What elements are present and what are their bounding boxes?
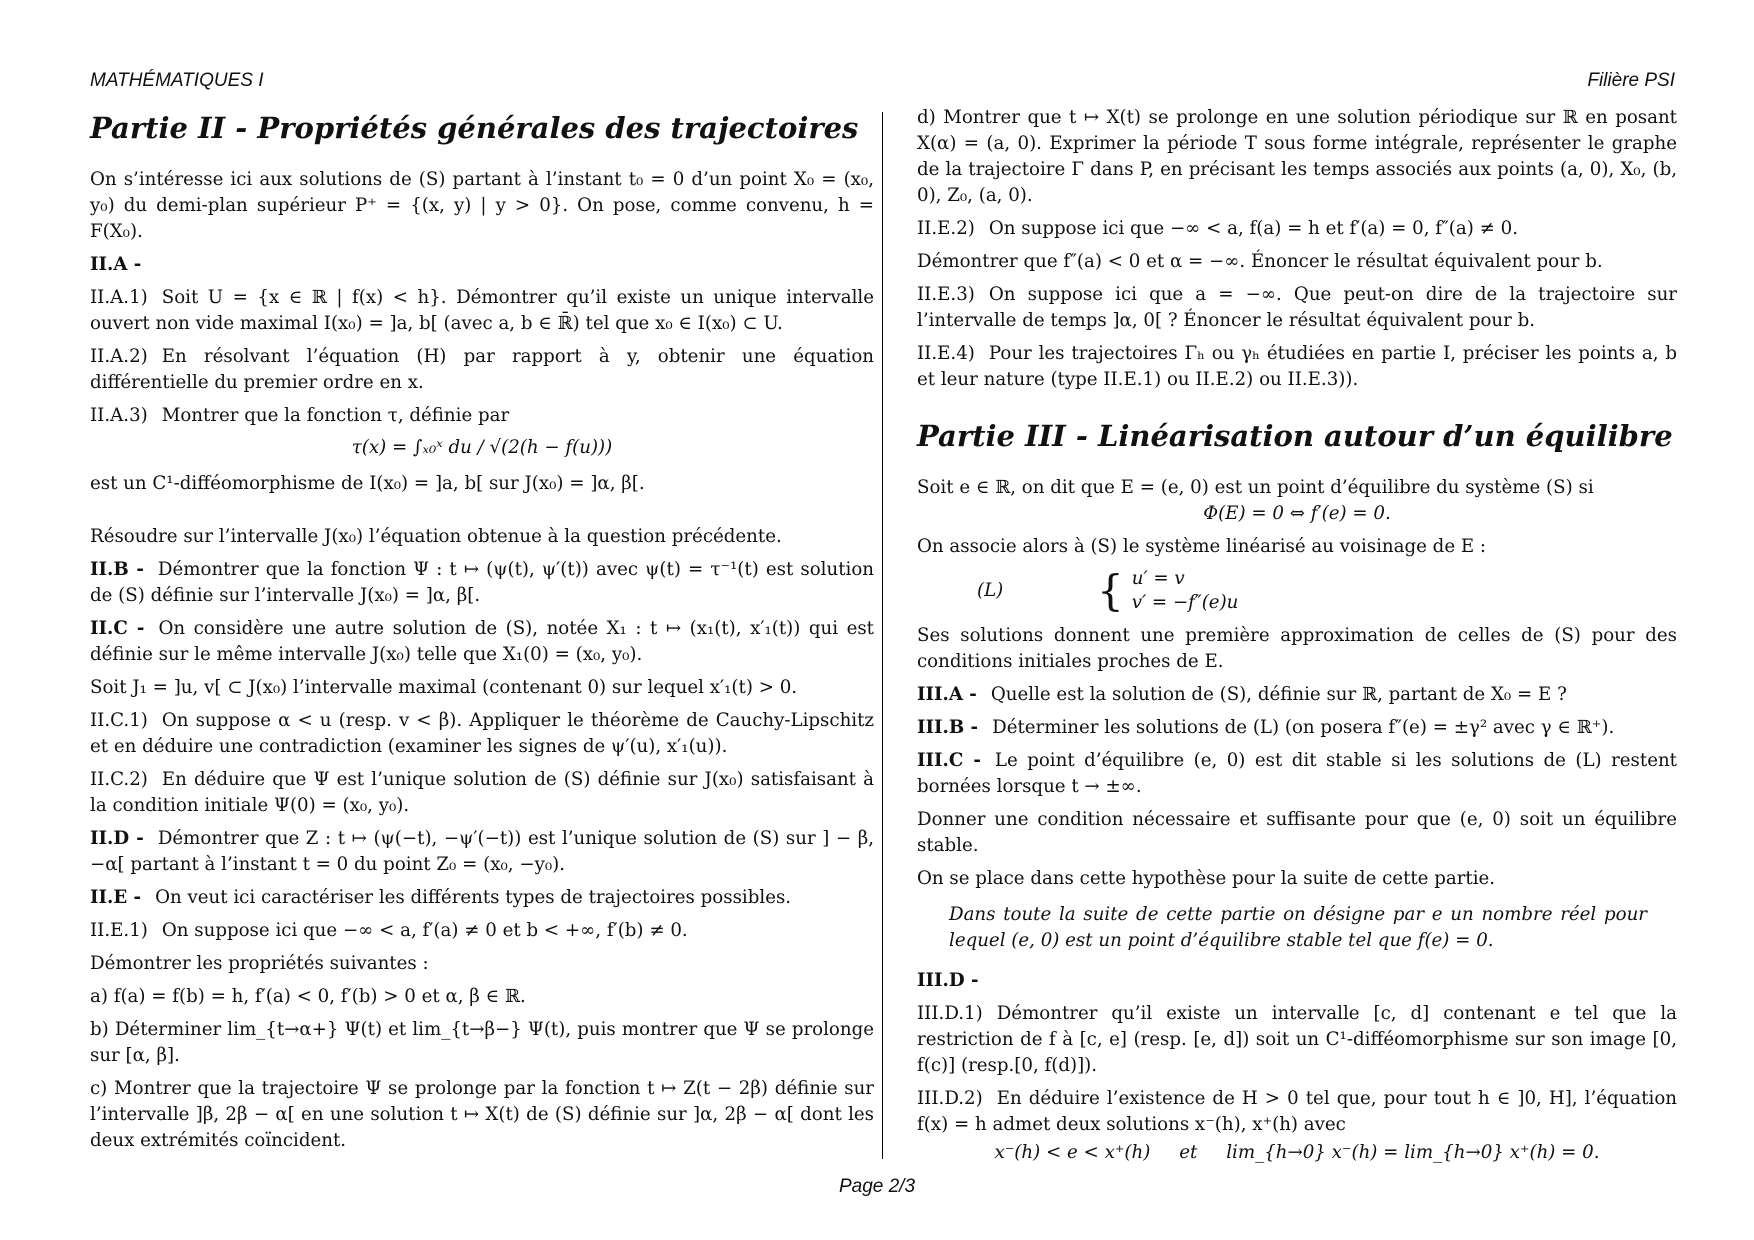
question-iia3: II.A.3) Montrer que la fonction τ, définie par <box>90 405 510 426</box>
section-iic-text2: Soit J₁ = ]u, v[ ⊂ J(x₀) l’intervalle maximal (contenant 0) sur lequel x′₁(t) > 0. <box>90 677 798 698</box>
question-iie1-a: a) f(a) = f(b) = h, f′(a) < 0, f′(b) > 0 et α, β ∈ ℝ. <box>90 986 526 1007</box>
section-iib: II.B - Démontrer que la fonction Ψ : t ↦ (ψ(t), ψ′(t)) avec ψ(t) = τ⁻¹(t) est solution de (S) définie sur l’intervalle J(x₀) = ]α, β[. <box>90 559 874 606</box>
system-brace: { <box>1097 566 1124 615</box>
question-iia3-tail: est un C¹-difféomorphisme de I(x₀) = ]a, b[ sur J(x₀) = ]α, β[. <box>90 473 645 494</box>
section-iiic-text2: Donner une condition nécessaire et suffisante pour que (e, 0) soit un équilibre stable. <box>917 809 1677 856</box>
part-ii-title: Partie II - Propriétés générales des trajectoires <box>90 111 859 145</box>
part-iii-p3: Ses solutions donnent une première approximation de celles de (S) pour des conditions initiales proches de E. <box>917 625 1677 672</box>
part-iii-p1: Soit e ∈ ℝ, on dit que E = (e, 0) est un point d’équilibre du système (S) si <box>917 477 1594 498</box>
system-eq2: v′ = −f″(e)u <box>1131 592 1239 613</box>
section-iiic-text3: On se place dans cette hypothèse pour la suite de cette partie. <box>917 868 1496 889</box>
section-iic: II.C - On considère une autre solution de (S), notée X₁ : t ↦ (x₁(t), x′₁(t)) qui est définie sur le même intervalle J(x₀) telle que X₁(0) = (x₀, y₀). <box>90 618 874 665</box>
question-iia4: Résoudre sur l’intervalle J(x₀) l’équation obtenue à la question précédente. <box>90 526 782 547</box>
left-column <box>90 105 874 1161</box>
equilibrium-formula: Φ(E) = 0 ⇔ f′(e) = 0. <box>1203 503 1391 524</box>
linear-system <box>977 567 1677 615</box>
question-iie4: II.E.4) Pour les trajectoires Γₕ ou γₕ étudiées en partie I, préciser les points a, b et leur nature (type II.E.1) ou II.E.2) ou II.E.3)). <box>917 343 1677 390</box>
question-iie1-c: c) Montrer que la trajectoire Ψ se prolonge par la fonction t ↦ Z(t − 2β) définie sur l’intervalle ]β, 2β − α[ en une solution t ↦ X(t) de (S) définie sur ]α, 2β − α[ dont les deux extrémités coïncident. <box>90 1078 874 1151</box>
part-ii-intro: On s’intéresse ici aux solutions de (S) partant à l’instant t₀ = 0 d’un point X₀ = (x₀, y₀) du demi-plan supérieur P⁺ = {(x, y) | y > 0}. On pose, comme convenu, h = F(X₀). <box>90 169 874 242</box>
question-iiid2: III.D.2) En déduire l’existence de H > 0 tel que, pour tout h ∈ ]0, H], l’équation f(x) = h admet deux solutions x⁻(h), x⁺(h) avec <box>917 1088 1677 1135</box>
section-iiia: III.A - Quelle est la solution de (S), définie sur ℝ, partant de X₀ = E ? <box>917 684 1567 705</box>
section-iiib: III.B - Déterminer les solutions de (L) (on posera f″(e) = ±γ² avec γ ∈ ℝ⁺). <box>917 717 1615 738</box>
question-iia1: II.A.1) Soit U = {x ∈ ℝ | f(x) < h}. Démontrer qu’il existe un unique intervalle ouvert non vide maximal I(x₀) = ]a, b[ (avec a, b ∈ ℝ̄) tel que x₀ ∈ I(x₀) ⊂ U. <box>90 287 874 334</box>
header-track: Filière PSI <box>1587 70 1675 91</box>
system-label: (L) <box>977 580 1004 601</box>
part-iii-p2: On associe alors à (S) le système linéarisé au voisinage de E : <box>917 536 1487 557</box>
section-iiic: III.C - Le point d’équilibre (e, 0) est dit stable si les solutions de (L) restent bornées lorsque t → ±∞. <box>917 750 1677 797</box>
section-iid: II.D - Démontrer que Z : t ↦ (ψ(−t), −ψ′(−t)) est l’unique solution de (S) sur ] − β, −α[ partant à l’instant t = 0 du point Z₀ = (x₀, −y₀). <box>90 828 875 875</box>
question-iiid1: III.D.1) Démontrer qu’il existe un intervalle [c, d] contenant e tel que la restriction de f à [c, e] (resp. [e, d]) soit un C¹-difféomorphisme sur son image [0, f(c)] (resp.[0, f(d)]). <box>917 1003 1677 1076</box>
question-iie2: II.E.2) On suppose ici que −∞ < a, f(a) = h et f′(a) = 0, f″(a) ≠ 0. <box>917 218 1518 239</box>
system-eq1: u′ = v <box>1131 568 1185 589</box>
question-iie1-b: b) Déterminer lim_{t→α+} Ψ(t) et lim_{t→β−} Ψ(t), puis montrer que Ψ se prolonge sur [α, β]. <box>90 1019 874 1066</box>
question-iic2: II.C.2) En déduire que Ψ est l’unique solution de (S) définie sur J(x₀) satisfaisant à la condition initiale Ψ(0) = (x₀, y₀). <box>90 769 874 816</box>
question-iie1-d: d) Montrer que t ↦ X(t) se prolonge en une solution périodique sur ℝ en posant X(α) = (a, 0). Exprimer la période T sous forme intégrale, représenter le graphe de la trajectoire Γ dans P, en précisant les temps associés aux points (a, 0), X₀, (b, 0), Z₀, (a, 0). <box>917 107 1677 206</box>
limit-formula: x⁻(h) < e < x⁺(h) et lim_{h→0} x⁻(h) = lim_{h→0} x⁺(h) = 0. <box>994 1142 1600 1163</box>
part-iii-title: Partie III - Linéarisation autour d’un équilibre <box>917 419 1673 453</box>
tau-formula: τ(x) = ∫ₓ₀ˣ du / √(2(h − f(u))) <box>351 437 613 458</box>
question-iie1: II.E.1) On suppose ici que −∞ < a, f′(a) ≠ 0 et b < +∞, f′(b) ≠ 0. <box>90 920 688 941</box>
header-subject: MATHÉMATIQUES I <box>90 70 264 91</box>
question-iic1: II.C.1) On suppose α < u (resp. v < β). Appliquer le théorème de Cauchy-Lipschitz et en déduire une contradiction (examiner les signes de ψ′(u), x′₁(u)). <box>90 710 874 757</box>
section-iie: II.E - On veut ici caractériser les différents types de trajectoires possibles. <box>90 887 792 908</box>
page-number: Page 2/3 <box>838 1176 916 1197</box>
column-divider <box>882 112 883 1159</box>
question-iie1-props: Démontrer les propriétés suivantes : <box>90 953 429 974</box>
section-iiic-note: Dans toute la suite de cette partie on désigne par e un nombre réel pour lequel (e, 0) est un point d’équilibre stable tel que f(e) = 0. <box>949 904 1647 951</box>
section-iia-heading: II.A - <box>90 254 142 275</box>
section-iiid-heading: III.D - <box>917 970 979 991</box>
question-iie2-b: Démontrer que f″(a) < 0 et α = −∞. Énoncer le résultat équivalent pour b. <box>917 251 1603 272</box>
right-column <box>917 105 1677 1173</box>
question-iie3: II.E.3) On suppose ici que a = −∞. Que peut-on dire de la trajectoire sur l’intervalle de temps ]α, 0[ ? Énoncer le résultat équivalent pour b. <box>917 284 1677 331</box>
question-iia2: II.A.2) En résolvant l’équation (H) par rapport à y, obtenir une équation différentielle du premier ordre en x. <box>90 346 874 393</box>
